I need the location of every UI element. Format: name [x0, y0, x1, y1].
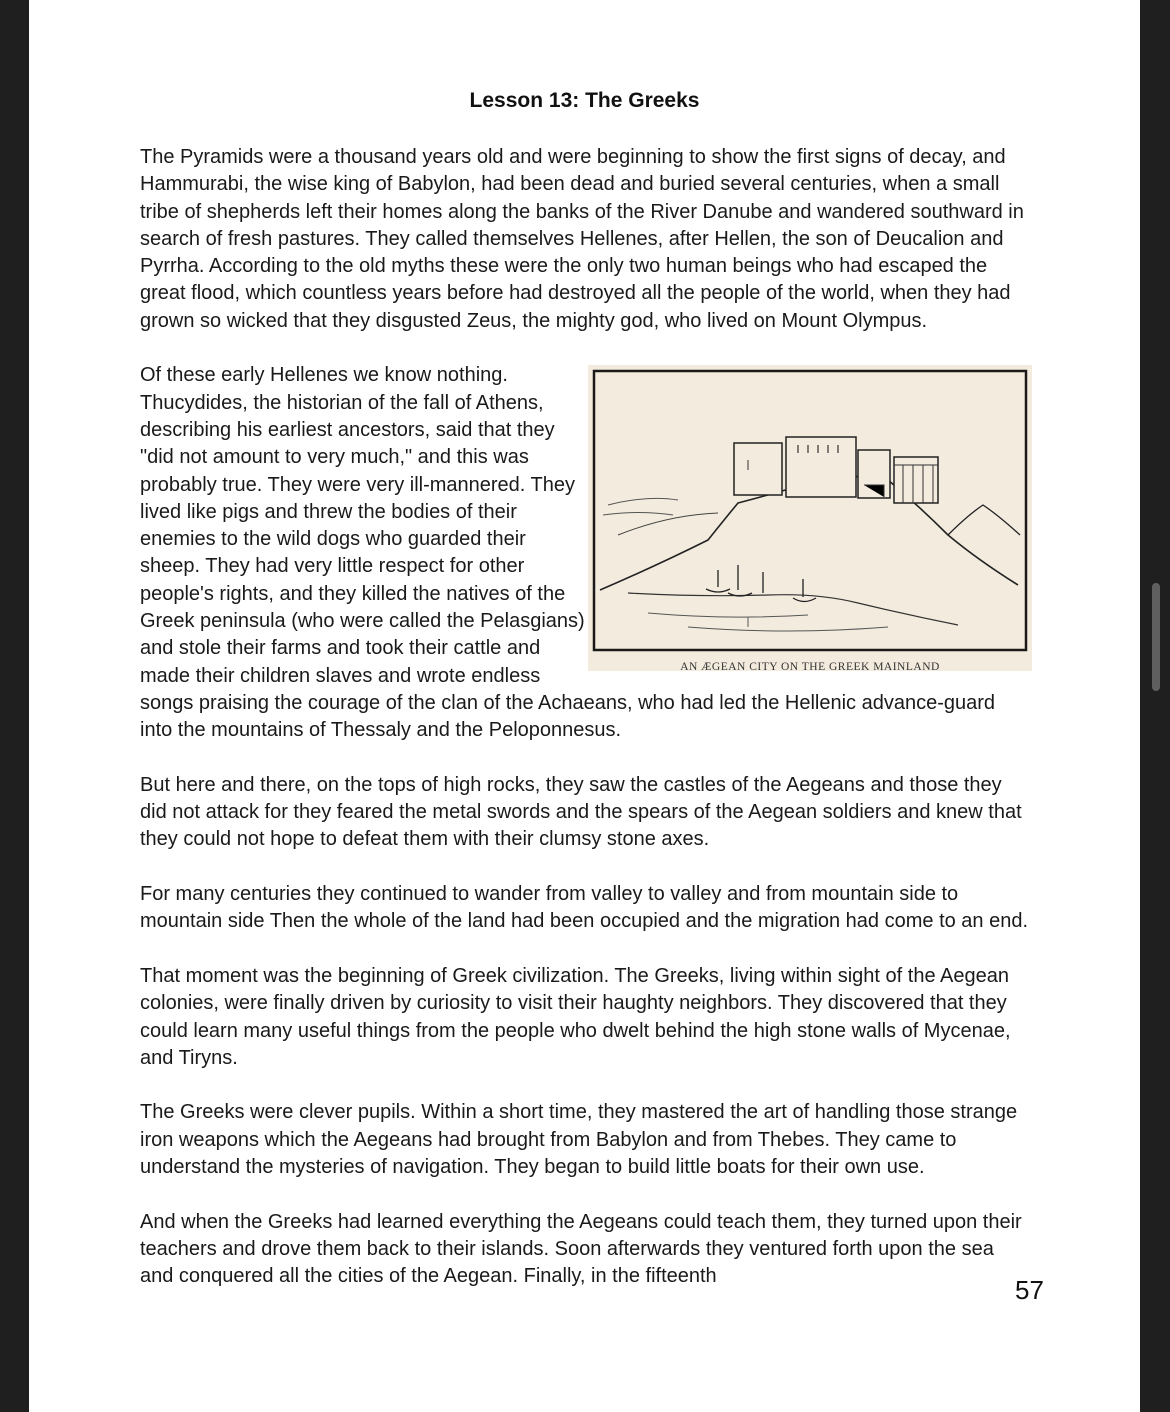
paragraph-3: But here and there, on the tops of high rocks, they saw the castles of the Aegeans and those they did not attack for they feared the metal swords and the spears of the Aegean soldiers and knew that they could not hope to defeat them with their clumsy stone axes. [140, 773, 1022, 851]
paragraph-7: And when the Greeks had learned everything the Aegeans could teach them, they turned upon their teachers and drove them back to their islands. Soon afterwards they ventured forth upon the sea and conquered all the cities of the Aegean. Finally, in the fifteenth [140, 1210, 1022, 1288]
lesson-body [140, 144, 1030, 1318]
lesson-title: Lesson 13: The Greeks [469, 89, 700, 112]
scrollbar-thumb[interactable] [1152, 583, 1160, 691]
paragraph-1: The Pyramids were a thousand years old and were beginning to show the first signs of decay, and Hammurabi, the wise king of Babylon, had been dead and buried several centuries, when a small tribe of shepherds left their homes along the banks of the River Danube and wandered southward in search of fresh pastures. They called themselves Hellenes, after Hellen, the son of Deucalion and Pyrrha. According to the old myths these were the only two human beings who had escaped the great flood, which countless years before had destroyed all the people of the world, when they had grown so wicked that they disgusted Zeus, the mighty god, who lived on Mount Olympus. [140, 146, 1024, 332]
document-page [29, 0, 1140, 1412]
paragraph-6: The Greeks were clever pupils. Within a short time, they mastered the art of handling those strange iron weapons which the Aegeans had brought from Babylon and from Thebes. They came to understand the mysteries of navigation. They began to build little boats for their own use. [140, 1101, 1018, 1178]
page-number: 57 [1015, 1275, 1044, 1305]
aegean-city-illustration [588, 365, 1032, 671]
figure-caption: AN ÆGEAN CITY ON THE GREEK MAINLAND [680, 661, 940, 674]
paragraph-5: That moment was the beginning of Greek civilization. The Greeks, living within sight of the Aegean colonies, were finally driven by curiosity to visit their haughty neighbors. They discovered that they could learn many useful things from the people who dwelt behind the high stone walls of Mycenae, and Tiryns. [140, 964, 1011, 1069]
paragraph-4: For many centuries they continued to wander from valley to valley and from mountain side to mountain side Then the whole of the land had been occupied and the migration had come to an end. [140, 883, 1029, 933]
figure [588, 365, 1032, 674]
paragraph-2: Of these early Hellenes we know nothing. Thucydides, the historian of the fall of Athens, describing his earliest ancestors, said that they "did not amount to very much," and this was probably true. They were very ill-mannered. They lived like pigs and threw the bodies of their enemies to the wild dogs who guarded their sheep. They had very little respect for other people's rights, and they killed the natives of the Greek peninsula (who were called the Pelasgians) and stole their farms and took their cattle and made their children slaves and wrote endless songs praising the courage of the clan of the Achaeans, who had led the Hellenic advance-guard into the mountains of Thessaly and the Peloponnesus. [140, 364, 996, 742]
